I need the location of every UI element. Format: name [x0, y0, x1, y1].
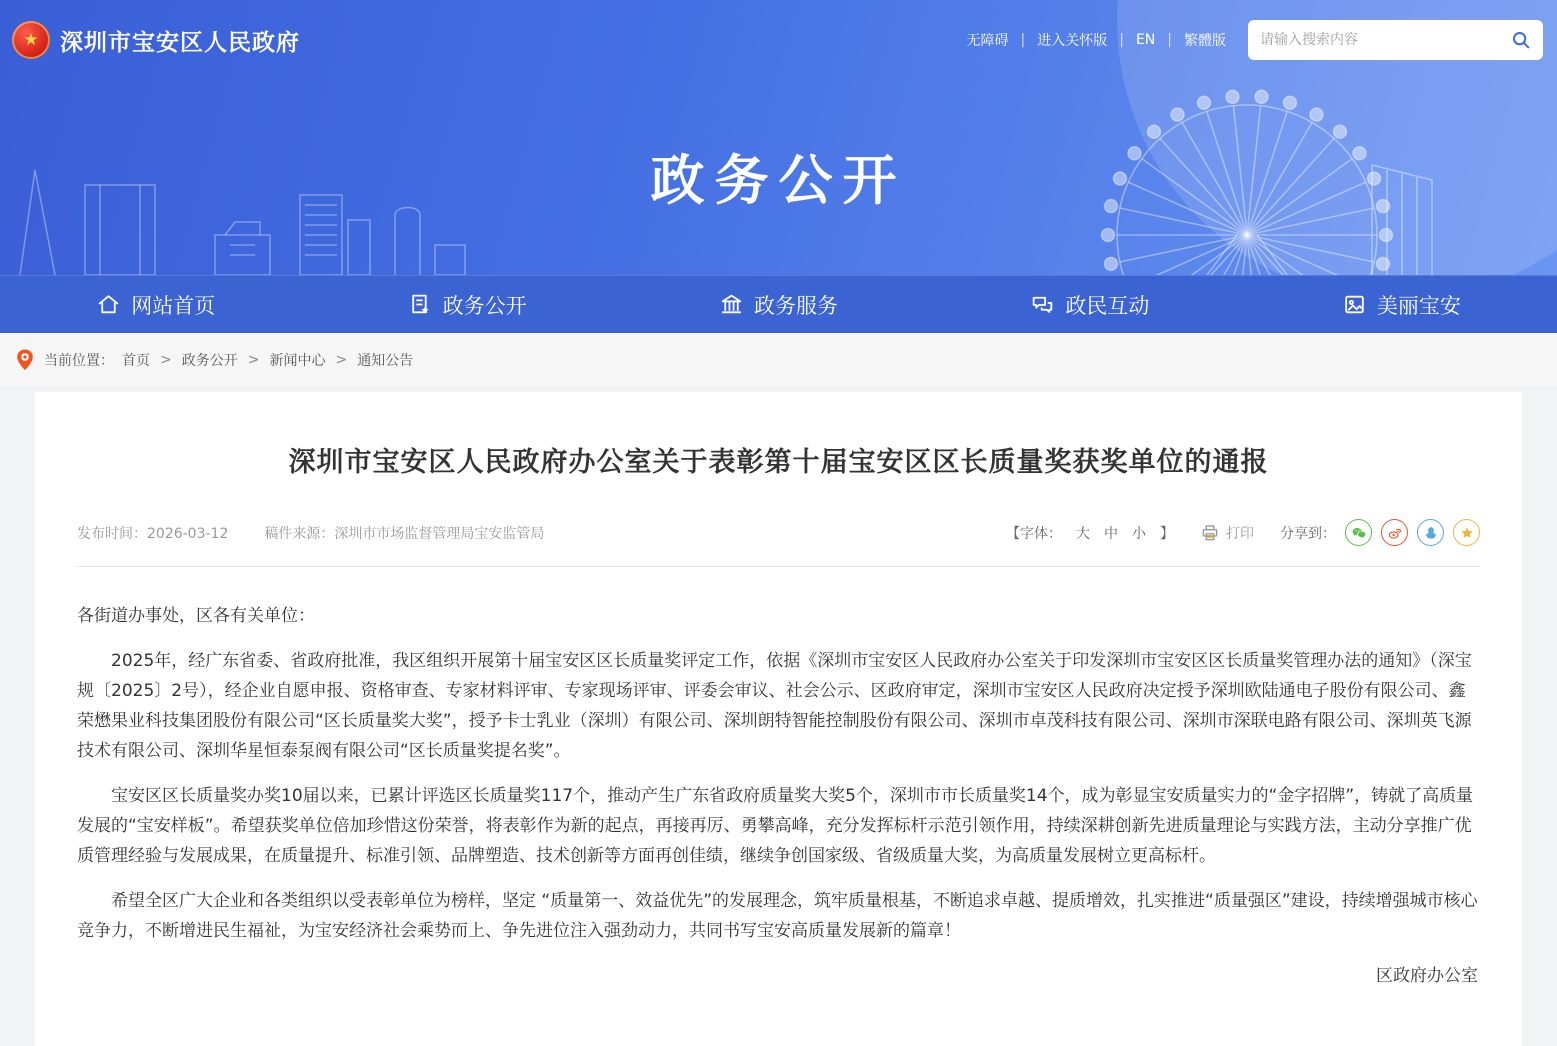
article-card: [35, 392, 1522, 1046]
share-qq-icon[interactable]: [1417, 519, 1444, 546]
search-icon: [1511, 30, 1531, 50]
home-icon: [96, 292, 121, 317]
source-label: 稿件来源：: [264, 525, 335, 542]
chat-icon: [1030, 292, 1055, 317]
search-button[interactable]: [1511, 30, 1531, 50]
nav-item-gov-open[interactable]: [311, 276, 622, 333]
article-paragraph: 2025年，经广东省委、省政府批准，我区组织开展第十届宝安区区长质量奖评定工作，依据《深圳市宝安区人民政府办公室关于印发深圳市宝安区区长质量奖管理办法的通知》（深宝规〔2025〕2号），经企业自愿申报、资格审查、专家材料评审、专家现场评审、评委会审议、社会公示、区政府审定，深圳市宝安区人民政府决定授予深圳欧陆通电子股份有限公司、鑫荣懋果业科技集团股份有限公司“区长质量奖大奖”，授予卡士乳业（深圳）有限公司、深圳朗特智能控制股份有限公司、深圳市卓茂科技有限公司、深圳市深联电路有限公司、深圳英飞源技术有限公司、深圳华星恒泰泵阀有限公司“区长质量奖提名奖”。: [77, 651, 1472, 761]
site-logo[interactable]: [12, 21, 300, 59]
breadcrumb-location-label: 当前位置：: [44, 353, 114, 369]
link-separator: |: [1167, 32, 1172, 48]
article-body: [55, 567, 1502, 991]
topbar-right: [967, 20, 1543, 60]
image-icon: [1342, 292, 1367, 317]
nav-item-label: 政务服务: [754, 293, 839, 318]
document-icon: [408, 292, 433, 317]
font-size-tools: [1006, 523, 1174, 543]
nav-item-gov-services[interactable]: [623, 276, 934, 333]
article-toolbar: [1006, 519, 1480, 546]
breadcrumb: [0, 333, 1557, 388]
share-wechat-icon[interactable]: [1345, 519, 1372, 546]
nav-item-label: 美丽宝安: [1376, 293, 1461, 318]
page-header: [0, 0, 1557, 275]
search-box: [1248, 20, 1543, 60]
font-size-large-button[interactable]: 大: [1076, 525, 1090, 542]
share-qzone-icon[interactable]: [1453, 519, 1480, 546]
nav-item-label: 政民互动: [1065, 293, 1150, 318]
publish-time: [77, 523, 228, 543]
print-label: 打印: [1226, 525, 1254, 542]
share-weibo-icon[interactable]: [1381, 519, 1408, 546]
nav-item-beautiful-baoan[interactable]: [1246, 276, 1557, 333]
national-emblem-icon: ★: [12, 21, 50, 59]
share-label: 分享到：: [1280, 525, 1336, 542]
nav-item-interaction[interactable]: [934, 276, 1245, 333]
care-version-link[interactable]: 进入关怀版: [1037, 33, 1108, 49]
breadcrumb-item-notices[interactable]: 通知公告: [357, 353, 414, 369]
article-title: 深圳市宝安区人民政府办公室关于表彰第十届宝安区区长质量奖获奖单位的通报: [288, 447, 1269, 478]
breadcrumb-separator: >: [247, 352, 260, 368]
font-size-small-button[interactable]: 小: [1132, 525, 1146, 542]
share-tools: [1280, 519, 1480, 546]
nav-item-home[interactable]: [0, 276, 311, 333]
breadcrumb-item-news-center[interactable]: 新闻中心: [269, 353, 326, 369]
search-input[interactable]: [1260, 32, 1503, 48]
nav-item-label: 网站首页: [131, 293, 216, 318]
nav-item-label: 政务公开: [442, 293, 527, 318]
article-source: [264, 523, 544, 543]
article-paragraph: 希望全区广大企业和各类组织以受表彰单位为榜样，坚定 “质量第一、效益优先”的发展理念，筑牢质量根基，不断追求卓越、提质增效，扎实推进“质量强区”建设，持续增强城市核心竞争力，不断增进民生福祉，为宝安经济社会乘势而上、争先进位注入强劲动力，共同书写宝安高质量发展新的篇章！: [77, 891, 1478, 941]
article-signature: 区政府办公室: [1376, 966, 1478, 986]
printer-icon: [1200, 523, 1220, 543]
publish-time-value: 2026-03-12: [147, 525, 229, 542]
main-nav: [0, 275, 1557, 333]
article-meta-row: [55, 519, 1502, 546]
accessibility-link[interactable]: 无障碍: [966, 33, 1009, 49]
top-links: [967, 30, 1226, 50]
link-separator: |: [1020, 32, 1026, 48]
publish-time-label: 发布时间：: [77, 525, 147, 542]
breadcrumb-item-home[interactable]: 首页: [122, 353, 150, 369]
source-value: 深圳市市场监督管理局宝安监管局: [334, 525, 545, 542]
site-title: 深圳市宝安区人民政府: [60, 29, 300, 56]
link-separator: |: [1119, 32, 1124, 48]
print-button[interactable]: [1200, 523, 1254, 543]
breadcrumb-separator: >: [160, 352, 172, 368]
article-salutation: 各街道办事处，区各有关单位：: [77, 606, 315, 626]
english-link[interactable]: EN: [1135, 32, 1156, 48]
bank-icon: [719, 292, 744, 317]
font-tools-close-bracket: 】: [1160, 525, 1174, 542]
location-pin-icon: [14, 347, 36, 373]
breadcrumb-item-gov-open[interactable]: 政务公开: [181, 353, 238, 369]
breadcrumb-separator: >: [335, 352, 348, 368]
font-size-medium-button[interactable]: 中: [1104, 525, 1118, 542]
traditional-chinese-link[interactable]: 繁體版: [1184, 33, 1226, 49]
topbar: [0, 0, 1557, 80]
font-tools-open-bracket: 【字体：: [1006, 525, 1062, 542]
article-paragraph: 宝安区区长质量奖办奖10届以来，已累计评选区长质量奖117个，推动产生广东省政府质量奖大奖5个，深圳市市长质量奖14个，成为彰显宝安质量实力的“金字招牌”，铸就了高质量发展的“宝安样板”。希望获奖单位倍加珍惜这份荣誉，将表彰作为新的起点，再接再厉、勇攀高峰，充分发挥标杆示范引领作用，持续深耕创新先进质量理论与实践方法，主动分享推广优质管理经验与发展成果，在质量提升、标准引领、品牌塑造、技术创新等方面再创佳绩，继续争创国家级、省级质量大奖，为高质量发展树立更高标杆。: [77, 786, 1474, 866]
banner-title: 政务公开: [650, 149, 907, 212]
article-meta-left: [77, 523, 544, 543]
